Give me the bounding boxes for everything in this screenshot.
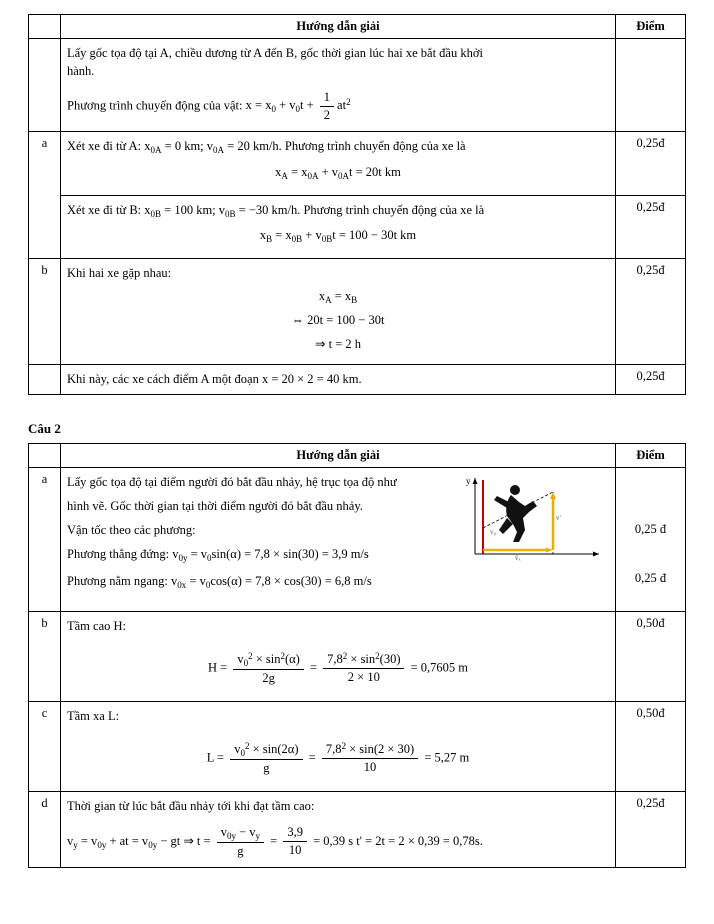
row-content: [61, 39, 616, 132]
fraction-numerator: 3,9: [283, 824, 307, 842]
row-label: [29, 365, 61, 395]
table-header-row: [29, 444, 686, 468]
row-content: [61, 365, 616, 395]
equation-line: ⇒ t = 2 h: [315, 337, 361, 352]
row-content: [61, 131, 616, 195]
fraction: [283, 824, 307, 859]
row-label-c: c: [29, 701, 61, 791]
fraction-numerator: $v_{0y} - v_y$: [217, 824, 264, 843]
row-score: 0,25đ: [616, 365, 686, 395]
fraction-denominator: 10: [363, 760, 377, 775]
text-line: hình vẽ. Gốc thời gian tại thời điểm người đó bắt đầu nhảy.: [67, 499, 363, 514]
fraction-numerator: $v_0^2 \times \sin^2(\alpha)$: [233, 650, 304, 670]
fraction-denominator: 2: [323, 107, 331, 122]
row-label-a: a: [29, 131, 61, 259]
row-label-a: a: [29, 468, 61, 612]
text-line: Xét xe đi từ A: $x_{0A} = 0$ km; $v_{0A} = 20$ km/h. Phương trình chuyển động của xe là: [67, 138, 466, 155]
row-score: [616, 468, 686, 612]
row-label: [29, 39, 61, 132]
person-silhouette: [494, 485, 537, 542]
figure-svg: [457, 472, 607, 562]
y-label: y: [466, 476, 471, 487]
row-content: [61, 701, 616, 791]
row-label-b: b: [29, 259, 61, 365]
header-guide: Hướng dẫn giải: [61, 15, 616, 39]
fraction-denominator: 2g: [262, 670, 275, 685]
text-line: Tầm cao H:: [67, 618, 127, 633]
equation-line: $x_B = x_{0B} + v_{0B}t = 100 - 30t$ km: [259, 228, 417, 245]
table-row: [29, 701, 686, 791]
row-label-d: d: [29, 791, 61, 867]
row-content: [61, 468, 616, 612]
text-line: Khi hai xe gặp nhau:: [67, 266, 172, 281]
table-row: [29, 195, 686, 259]
score-a2: 0,25 đ: [634, 570, 667, 585]
header-empty: [29, 444, 61, 468]
text-line: Thời gian từ lúc bắt đầu nhảy tới khi đạt tầm cao:: [67, 798, 315, 813]
equation-line: $x_A = x_{0A} + v_{0A}t = 20t$ km: [275, 164, 401, 181]
table-row: [29, 791, 686, 867]
text-line: Lấy gốc tọa độ tại A, chiều dương từ A đến B, gốc thời gian lúc hai xe bắt đầu khởi: [67, 46, 483, 60]
equation-horizontal: Phương nằm ngang: $v_{0x} = v_0\cos(\alpha) = 7,8 \times \cos(30) = 6,8$ m/s: [67, 574, 372, 590]
table-header-row: [29, 15, 686, 39]
formula-lhs: H =: [207, 660, 228, 675]
equation-line: ⇔ 20t = 100 − 30t: [291, 313, 385, 328]
projectile-figure: [457, 472, 607, 562]
table-row: [29, 131, 686, 195]
row-score: 0,25đ: [616, 791, 686, 867]
row-score: 0,25đ: [616, 259, 686, 365]
answer-table-1: [28, 14, 686, 395]
equation-vertical: Phương thẳng đứng: $v_{0y} = v_0\sin(\alpha) = 7,8 \times \sin(30) = 3,9$ m/s: [67, 547, 369, 563]
text-line: Tầm xa L:: [67, 708, 120, 723]
row-score: 0,50đ: [616, 701, 686, 791]
row-content: [61, 195, 616, 259]
formula-lhs: $v_y = v_{0y}$ + at = $v_{0y}$ − gt ⇒ t =: [67, 833, 214, 850]
equation-line: $v_y = v_{0y}$ + at = $v_{0y}$ − gt ⇒ t = $\frac{v_{0y} - v_y}{g}$ = $\frac{3,9}{10}$ = 0,39 s t' = 2t = 2 × 0,39 = 0,78s.: [67, 824, 483, 858]
row-label-b: b: [29, 611, 61, 701]
table-row: [29, 259, 686, 365]
fraction: [320, 89, 334, 124]
fraction-denominator: 2 × 10: [347, 670, 380, 685]
equation-body: $x = x_0 + v_0t$ + $\frac{1}{2}$ $at^2$: [245, 90, 351, 122]
row-content: [61, 611, 616, 701]
formula-result: = 5,27 m: [424, 750, 470, 765]
row-score: 0,25đ: [616, 195, 686, 259]
x-axis-arrow: [593, 552, 599, 557]
y-axis-arrow: [473, 478, 478, 484]
vy-label: v': [556, 514, 561, 523]
row-content: [61, 259, 616, 365]
fraction: [233, 650, 304, 687]
table-row: [29, 365, 686, 395]
header-score: Điểm: [616, 15, 686, 39]
text-line: hành.: [67, 64, 95, 78]
fraction-denominator: 10: [288, 843, 302, 858]
header-empty: [29, 15, 61, 39]
fraction: [230, 740, 302, 777]
fraction-denominator: g: [237, 843, 244, 858]
text-line: Vận tốc theo các phương:: [67, 523, 196, 538]
fraction: [322, 740, 418, 776]
equation-line: H = $\frac{v_0^2 \times \sin^2(\alpha)}{2g}$ = $\frac{7,8^2 \times \sin^2(30)}{2 \times 10}$ = 0,7605 m: [207, 650, 469, 685]
fraction: [323, 650, 404, 686]
fraction-numerator: $7,8^2 \times \sin(2 \times 30)$: [322, 740, 418, 759]
score-a1: 0,25 đ: [634, 521, 667, 536]
header-score: Điểm: [616, 444, 686, 468]
row-score: 0,50đ: [616, 611, 686, 701]
table-row: [29, 39, 686, 132]
equation-line: L = $\frac{v_0^2 \times \sin(2\alpha)}{g}$ = $\frac{7,8^2 \times \sin(2 \times 30)}{10}$ = 5,27 m: [206, 740, 470, 775]
fraction-numerator: 1: [320, 89, 334, 107]
formula-result: = 0,39 s: [313, 833, 354, 848]
table-row: [29, 611, 686, 701]
header-guide: Hướng dẫn giải: [61, 444, 616, 468]
text-line: Xét xe đi từ B: $x_{0B} = 100$ km; $v_{0B} = -30$ km/h. Phương trình chuyển động của xe là: [67, 202, 485, 219]
equation-line: [67, 89, 609, 124]
row-score: [616, 39, 686, 132]
formula-tail: t' = 2t = 2 × 0,39 = 0,78s.: [356, 833, 483, 848]
formula-lhs: L =: [206, 750, 225, 765]
equation-lead: Phương trình chuyển động của vật:: [67, 98, 243, 113]
row-content: [61, 791, 616, 867]
v0-label: v₀: [490, 528, 496, 537]
fraction-denominator: g: [263, 760, 270, 775]
fraction-numerator: $v_0^2 \times \sin(2\alpha)$: [230, 740, 302, 760]
table-row: [29, 468, 686, 612]
fraction: [217, 824, 264, 860]
formula-result: = 0,7605 m: [410, 660, 469, 675]
fraction-numerator: $7,8^2 \times \sin^2(30)$: [323, 650, 404, 669]
section-title-cau2: Câu 2: [28, 421, 61, 437]
text-line: Lấy gốc tọa độ tại điểm người đó bắt đầu nhảy, hệ trục tọa độ như: [67, 475, 397, 490]
text-line: Khi này, các xe cách điểm A một đoạn x = 20 × 2 = 40 km.: [67, 372, 362, 387]
answer-table-2: [28, 443, 686, 868]
equation-line: $x_A = x_B$: [318, 289, 358, 306]
vx-label: v̄ₓ: [515, 554, 521, 563]
row-score: 0,25đ: [616, 131, 686, 195]
